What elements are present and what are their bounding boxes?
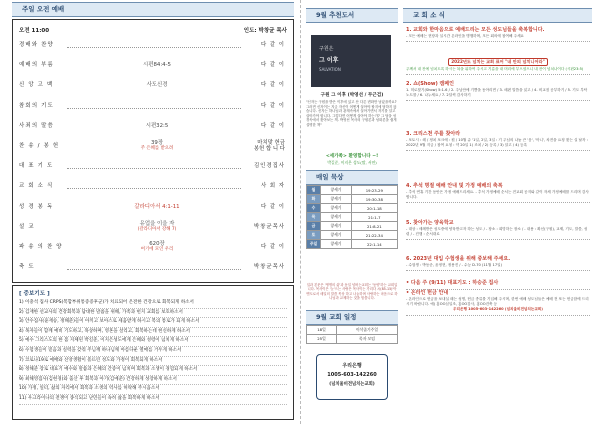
news-body: - 추석 연휴 기간 동안은 가정 예배드리세요. - 추석 가정예배 순서는 전교회 공지와 같이 자세 가정예배를 드리며 감사합니다. (406, 190, 589, 200)
order-person-line1: 마치맞 헌금 (257, 140, 285, 146)
qt-book: 창세기 (321, 240, 352, 249)
order-item-detail: 사도신경 (146, 82, 168, 89)
order-detail-line1: 620장 (149, 241, 165, 247)
qt-day: 목 (307, 213, 321, 222)
qt-range: 21:1-7 (351, 213, 397, 222)
worship-time-row (19, 26, 287, 34)
welcome-title: <세가족> 환영합니다 ~! (325, 154, 379, 159)
qt-range: 22:1-14 (351, 240, 397, 249)
bank-box (316, 354, 388, 400)
schedule-header: 9월 교회 일정 (306, 310, 398, 325)
news-title: 2. 쇼(Show) 캠페인 (406, 81, 454, 87)
qt-row (307, 240, 398, 249)
order-item-person: 다 같 이 (260, 42, 285, 48)
news-body: - 온라인으로 헌금을 보내실 때는 성명, 헌금 종류를 기입해 주시며, 한번 예배 성도님들은 예배 전 또는 헌금함에 드리시기 바랍니다. 예) 홍OO십일조, 홍OO감사, 홍OO건축 등 (406, 297, 589, 307)
news-item (406, 27, 590, 42)
order-row (19, 99, 289, 113)
news-item (406, 131, 590, 151)
prayer-item: 7) 코로나19로 예배와 신앙생활이 흩뜨린 성도와 가정이 회복되게 하소서 (19, 357, 287, 367)
order-row (19, 159, 289, 173)
schedule-row (307, 335, 398, 344)
qt-day: 토 (307, 231, 321, 240)
order-item-name: 참회의 기도 (19, 102, 54, 109)
news-divider (406, 74, 590, 75)
fold-line (300, 0, 301, 424)
order-item-detail (87, 140, 227, 152)
order-item-person: 다 같 이 (260, 244, 285, 250)
order-item-name: 성 경 봉 독 (19, 203, 54, 210)
news-item (406, 48, 590, 75)
news-divider (406, 100, 590, 101)
order-row (19, 200, 289, 214)
order-row (19, 240, 289, 254)
news-item (406, 183, 590, 203)
news-body: 주께서 내 잔에 넘치도록 하시는 복을 위하여 주시고 기름을 내 머리에 부으셨으니 내 잔이 넘치나이다 (시편23:5) (406, 67, 584, 71)
qt-book: 창세기 (321, 213, 352, 222)
book-cover (311, 35, 391, 87)
order-item-name: 신 앙 고 백 (19, 82, 54, 89)
qt-book: 창세기 (321, 204, 352, 213)
news-title: 5. 찾아가는 양육학교 (406, 220, 454, 226)
order-item-person: 다 같 이 (260, 102, 285, 109)
prayer-item: 11) 우크라이나의 전쟁이 종식되고 난민들이 속히 삶을 회복하게 하소서 (19, 395, 287, 405)
order-item-name: 축 도 (19, 264, 35, 271)
order-item-person: 다 같 이 (260, 62, 285, 69)
prayer-item: 5) 예수 그리스도의 한 몸 지체된 박길준, 이지은성도에게 은혜와 성령이 넘치게 하소서 (19, 337, 287, 347)
order-item-person (254, 140, 285, 152)
qt-day: 월 (307, 186, 321, 195)
order-detail-line2: 여기에 모인 우리 (140, 247, 174, 252)
welcome-names: 박길준, 이지은 성도(딸, 서연) (327, 160, 377, 165)
news-divider (406, 315, 590, 316)
prayer-item: 1) 이충석 집사 CRPS(복합부위통증증후군)가 치료되어 온전한 건강으로 회복되게 하소서 (19, 299, 287, 309)
schedule-date: 25일 (307, 335, 337, 344)
motto-badge: 2022년도 넘치는 교회 표어 "네 안의 넘치니어라" (448, 58, 548, 66)
qt-range: 19:30-38 (351, 195, 397, 204)
leader-dots (67, 188, 241, 189)
worship-order (12, 19, 294, 283)
schedule-table (306, 325, 398, 344)
order-item-detail (87, 241, 227, 253)
news-header: 교 회 소 식 (403, 8, 592, 23)
qt-day: 수 (307, 204, 321, 213)
news-title: 1. 교회와 한마음으로 예배드리는 모든 성도님들을 축복합니다. (406, 27, 545, 33)
order-item-name: 교 회 소 식 (19, 183, 54, 190)
schedule-event: 이삭줍기주일 (337, 326, 398, 335)
leader-dots (67, 269, 241, 270)
news-item (406, 290, 590, 316)
news-item (406, 280, 590, 290)
news-account: 우리은행 1005-603-142260 (넘치울비전넘치는교회) (453, 307, 543, 312)
news-title: 4. 추석 명절 예배 안내 및 가정 예배의 축복 (406, 183, 503, 189)
news-item (406, 81, 590, 101)
qt-header: 매일 묵상 (306, 170, 398, 185)
cover-line1: 구원은 (319, 46, 334, 52)
prayer-title: [ 중보기도 ] (19, 291, 50, 297)
news-item (406, 220, 590, 240)
order-item-detail: 갈라디아서 4:1-11 (134, 203, 180, 210)
qt-book: 창세기 (321, 186, 352, 195)
prayer-item: 2) 김재한 선교사의 건강회복과 담대한 말씀을 위해, 가족과 헌지 교회를 보호하소서 (19, 309, 287, 319)
news-body: - 대상 : 세례받은 성도중에 양육받고자 하는 성도 / - 장소 : 희망하는 장소 / - 내용 : 확신(구원), 교제, 기도, 말씀, 성령 / - 진행 : 순서대로 (406, 227, 588, 237)
order-item-detail: 시편84:4-5 (143, 62, 171, 69)
news-title: 3. 크리스천 주를 찾아라 (406, 131, 461, 137)
news-body: - 포토시 : 헤 / 정치 포크에 : 원 / 10월 쥬 '1일, 2일, 3일 : 기 주님의 나눔 큰 '음', '아니', 차전을 요청 찾는 실 날자 : 2022년 9월 지금 / 참여 요청 : 약 20일 1) 조치 / 2) 등록 / 3) 알고 / 4) 등록 (406, 138, 588, 148)
schedule-row (307, 326, 398, 335)
order-item-name: 찬 송 / 봉 헌 (19, 143, 60, 149)
qt-day: 화 (307, 195, 321, 204)
qt-book: 창세기 (321, 222, 352, 231)
qt-row (307, 195, 398, 204)
qt-day: 금 (307, 222, 321, 231)
news-body: 1. 미로찾기(Show) 5:1-6 / 2. 주님안에 기쁨을 동아리면 / 3. 매편 말씀을 읽고 / 4. 비교점 공부하기 / 5. 기도 부탁 노트를 / 6. 나누세요 / 7. 2달씩 감사하기 (406, 88, 588, 98)
leader-dots (67, 47, 241, 48)
news-title: • 다음 주 (9/11) 대표기도 : 하승준 집사 (406, 280, 499, 286)
bank-account: 1005-603-142260 (327, 372, 377, 378)
order-row (19, 78, 289, 92)
order-item-name: 설 교 (19, 223, 35, 230)
schedule-event: 목자 모임 (337, 335, 398, 344)
order-row (19, 179, 289, 193)
qt-row (307, 204, 398, 213)
bank-holder: (넘치울비전넘치는교회) (329, 382, 375, 387)
book-description: "신자는 구원을 받은 이후에 있고 산 다른 변화만 남았을까요? 그러면 신자이는 지금 자신이 어떻게 살아야 할지에 답하지 않습니다. 신자는 하나님과 관계속에서 살아가면서 자기를 알고 살아가야 합니다. 그렇다면 어떻게 살아야 하는가? 그 답을 성경속에서 찾아보는 책. 박영선 목사의 구원론과 성화론을 쉽게 설명한 책" (306, 100, 397, 127)
order-item-name: 사죄의 말씀 (19, 122, 54, 129)
schedule-date: 18일 (307, 326, 337, 335)
prayer-item: 10) 가정, 일터, 삶의 자리에서 회복과 소생의 역사를 허락해 주시옵소서 (19, 385, 287, 395)
news-divider (406, 150, 590, 151)
order-item-person: 사 회 자 (260, 183, 285, 190)
order-item-person: 다 같 이 (260, 203, 285, 210)
prayer-item: 3) 안수집사(윤재승, 정해준)들이 아끼고 보아스로 세움받게 하시고 복의 통로가 되게 하소서 (19, 318, 287, 328)
cover-line3: SALVATION (319, 67, 341, 72)
prayer-item: 6) 수험생들이 믿음과 실력을 갖춰 주님께 하나님께 아름다운 열매를 거두게 하소서 (19, 347, 287, 357)
order-detail-line2: 주 은혜를 받으려 (140, 146, 174, 151)
qt-table (306, 185, 398, 249)
order-row (19, 119, 289, 133)
order-detail-line1: 39장 (150, 140, 164, 146)
qt-row (307, 213, 398, 222)
order-row (19, 139, 289, 153)
qt-row (307, 186, 398, 195)
prayer-item: 8) 정해준 장로 대표기 예수와 말씀과 은혜의 간증이 넘치며 회복과 소생이 경험되게 하소서 (19, 366, 287, 376)
qt-range: 20:1-18 (351, 204, 397, 213)
qt-range: 21:22-34 (351, 231, 397, 240)
qt-book: 창세기 (321, 231, 352, 240)
order-item-name: 예배의 부름 (19, 62, 54, 69)
order-item-detail: 시편32:5 (145, 122, 169, 129)
order-item-person: 다 같 이 (260, 82, 285, 89)
news-divider (406, 239, 590, 240)
qt-day: 주일 (307, 240, 321, 249)
qt-range: 19:23-29 (351, 186, 397, 195)
order-row (19, 58, 289, 72)
qt-row (307, 231, 398, 240)
order-item-person: 김인경집사 (253, 163, 285, 170)
order-item-person: 박창균목사 (253, 223, 285, 230)
prayer-item: 4) 목자들이 함께 예비 기도하고, 목상하며, 영혼을 살리고, 회복하는데 헌신하게 하소서 (19, 328, 287, 338)
prayer-box (12, 285, 294, 420)
order-item-name: 파 송 의 찬 양 (19, 244, 63, 250)
news-body: - 수험생 : 박동준, 윤정현, 정용진 / - 수능 D-70 (11월 17일) (406, 263, 502, 267)
qt-range: 21:8-21 (351, 222, 397, 231)
order-row (19, 38, 289, 52)
order-person-line2: 봉헌 합 니 다 (253, 146, 285, 152)
qt-row (307, 222, 398, 231)
worship-header: 주일 오전 예배 (12, 2, 294, 17)
order-item-name: 대 표 기 도 (19, 163, 54, 170)
order-item-name: 경배와 찬양 (19, 42, 54, 48)
news-divider (406, 270, 590, 271)
news-divider (406, 41, 590, 42)
leader-dots (67, 108, 241, 109)
qt-book: 창세기 (321, 195, 352, 204)
order-row (19, 260, 289, 274)
news-title: • 온라인 헌금 안내 (406, 290, 449, 296)
order-item-detail (87, 221, 227, 233)
order-item-person: 다 같 이 (260, 122, 285, 129)
book-title: 구원 그 이후 (박영선 / 무근검) (320, 93, 384, 98)
leader-dots (67, 168, 241, 169)
bank-name: 우리은행 (342, 363, 362, 369)
news-divider (406, 202, 590, 203)
order-detail-line1: 유업을 이을 자 (139, 220, 175, 227)
news-body: - 모든 예배는 현장과 실시간 온라인을 병행하며, 모든 회의에 참여해 주세요 (406, 34, 525, 38)
order-detail-line2: (갈라디아서 강해 7) (137, 226, 177, 232)
prayer-item: 9) 최해영집사(김현경)와 출산 후 회복과 아기(김예준) 건강하게 성장하게 하소서 (19, 376, 287, 386)
order-item-person: 박창균목사 (253, 264, 285, 271)
worship-time: 오전 11:00 (19, 28, 50, 34)
worship-leader: 인도: 박창균 목사 (243, 28, 287, 34)
qt-note: 일과 본문은 '생명의 삶'과 동일 넘버는교회는 '동양'하는 교회입니다. 목사이은 '눈'으는 사랑은 목사이는 가리다 시(85-15)'아멘도로서 매일의 말씀 목상 하고 나눔하며 사랑하는 마음으로 하나님과 교제하는 것을 힘씁니다. (306, 283, 398, 301)
news-item (406, 256, 590, 271)
news-tag-row (406, 48, 590, 67)
news-title: 6. 2023년 대입 수험생을 위해 중보해 주세요. (406, 256, 511, 262)
prayer-list (19, 299, 287, 405)
cover-line2: 그 이후 (319, 57, 339, 64)
book-header: 9월 추천도서 (306, 8, 398, 23)
order-row (19, 220, 289, 234)
